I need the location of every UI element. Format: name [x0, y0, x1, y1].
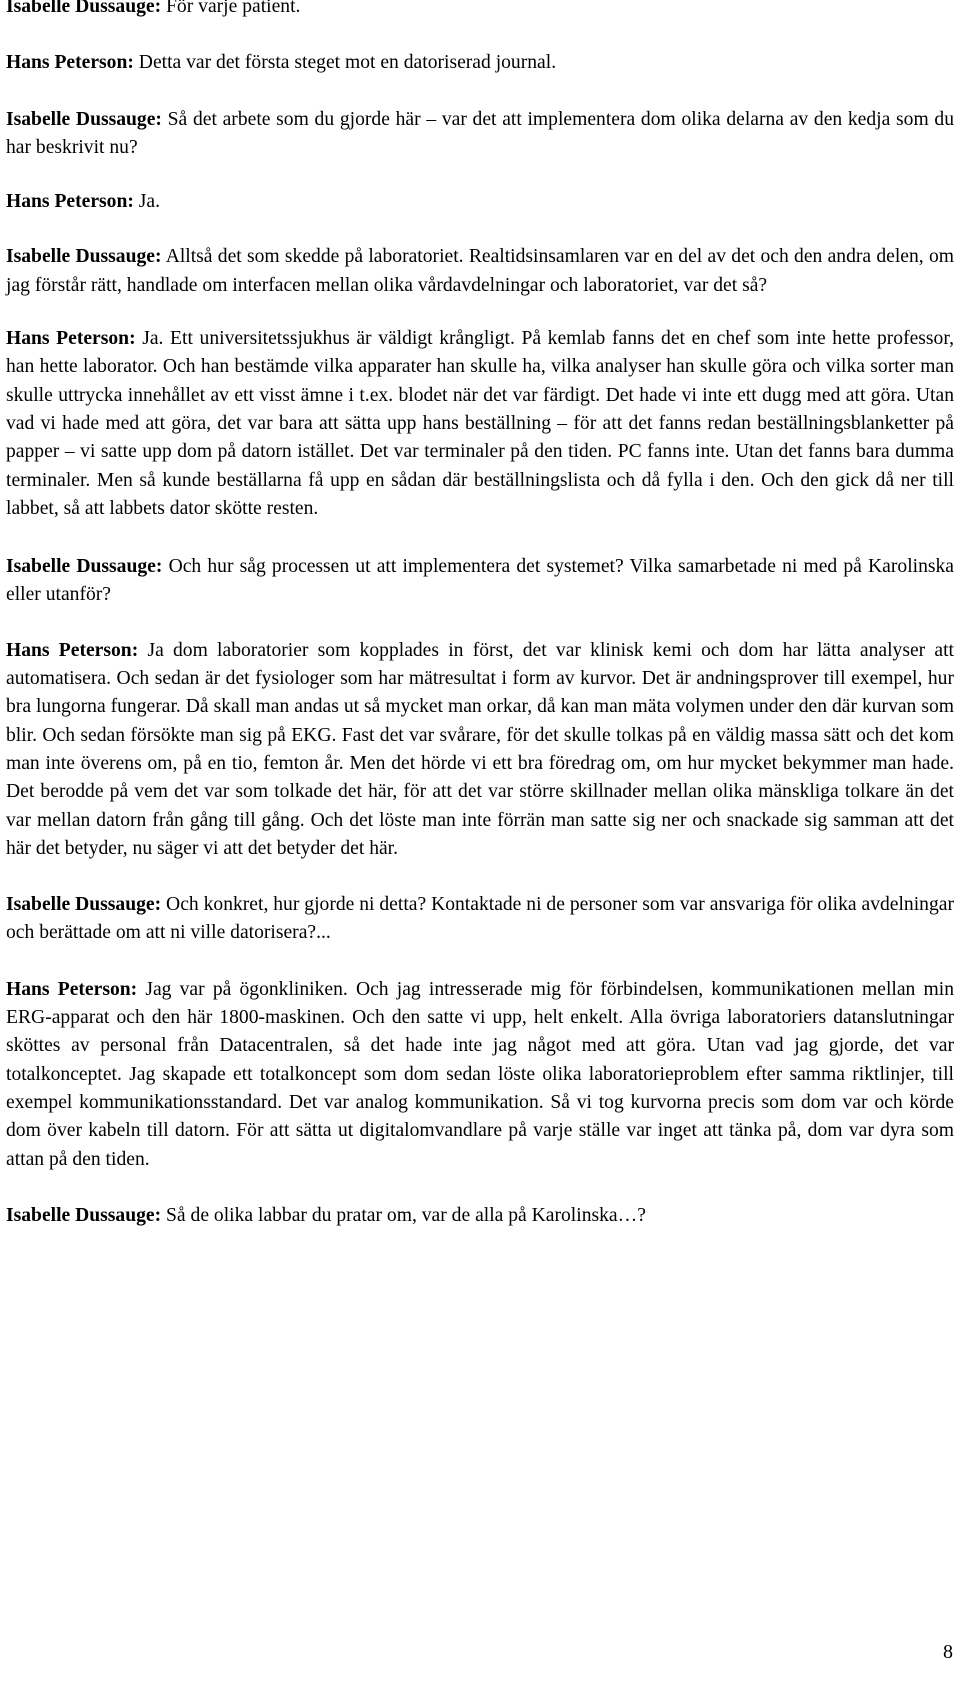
transcript-paragraph	[6, 976, 954, 1174]
speaker-name: Isabelle Dussauge:	[6, 894, 162, 916]
transcript-paragraph	[6, 243, 954, 300]
transcript-paragraph	[6, 0, 954, 21]
utterance-text: Och hur såg processen ut att implementera det systemet? Vilka samarbetade ni med på Karolinska eller utanför?	[6, 556, 954, 606]
speaker-name: Isabelle Dussauge:	[6, 108, 162, 130]
transcript-paragraph	[6, 49, 954, 77]
transcript-paragraph	[6, 188, 954, 216]
speaker-name: Hans Peterson:	[6, 328, 136, 350]
speaker-name: Hans Peterson:	[6, 639, 139, 661]
speaker-name: Hans Peterson:	[6, 191, 134, 213]
transcript-body	[6, 0, 954, 1230]
utterance-text: Alltså det som skedde på laboratoriet. Realtidsinsamlaren var en del av det och den andra delen, om jag förstår rätt, handlade om interfacen mellan olika vårdavdelningar och laboratoriet, var det så?	[6, 246, 955, 296]
speaker-name: Isabelle Dussauge:	[6, 0, 162, 17]
transcript-paragraph	[6, 325, 954, 523]
utterance-text: Jag var på ögonkliniken. Och jag intresserade mig för förbindelsen, kommunikationen mellan min ERG-apparat och den här 1800-maskinen. Och den satte vi upp, helt enkelt. Alla övriga laboratoriers datanslutningar sköttes av personal från Datacentralen, så det hade inte jag något med att göra. Utan vad jag gjorde, det var totalkonceptet. Jag skapade ett totalkoncept som dom sedan löste olika laboratorieproblem efter samma riktlinjer, till exempel kommunikationsstandard. Det var analog kommunikation. Så vi tog kurvorna precis som dom var och körde dom över kabeln till datorn. För att sätta ut digitalomvandlare på varje ställe var inget att tänka på, dom var dyra som attan på den tiden.	[6, 978, 955, 1170]
speaker-name: Isabelle Dussauge:	[6, 1204, 162, 1226]
page-number: 8	[943, 1641, 953, 1663]
speaker-name: Hans Peterson:	[6, 978, 138, 1000]
transcript-paragraph	[6, 1202, 954, 1230]
utterance-text: Ja. Ett universitetssjukhus är väldigt krångligt. På kemlab fanns det en chef som inte hette professor, han hette laborator. Och han bestämde vilka apparater han skulle ha, vilka analyser han skulle göra och vilka sorter man skulle uttrycka innehållet av ett visst ämne i t.ex. blodet när det var färdigt. Det hade vi inte ett dugg med att göra. Utan vad vi hade med att göra, det var bara att sätta upp hans beställning – för att det fanns redan beställningsblanketter på papper – vi satte upp dom på datorn istället. Det var terminaler på den tiden. PC fanns inte. Utan det fanns bara dumma terminaler. Men så kunde beställarna få upp en sådan där beställningslista och då fylla i den. Och den gick då ner till labbet, så att labbets dator skötte resten.	[6, 328, 954, 519]
utterance-text: Så det arbete som du gjorde här – var det att implementera dom olika delarna av den kedja som du har beskrivit nu?	[6, 108, 954, 158]
transcript-paragraph	[6, 106, 954, 163]
utterance-text: Och konkret, hur gjorde ni detta? Kontaktade ni de personer som var ansvariga för olika avdelningar och berättade om att ni ville datorisera?...	[6, 894, 954, 944]
utterance-text: För varje patient.	[161, 0, 301, 17]
utterance-text: Detta var det första steget mot en datoriserad journal.	[133, 52, 557, 74]
utterance-text: Ja dom laboratorier som kopplades in först, det var klinisk kemi och dom har lätta analyser att automatisera. Och sedan är det fysiologer som har mätresultat i form av kurvor. Det är andningsprover till exempel, hur bra lungorna fungerar. Då skall man andas ut så mycket man orkar, då kan man mäta volymen under den där kurvan som blir. Och sedan försökte man sig på EKG. Fast det var svårare, för det skulle tolkas på en väldig massa sätt och det kom man inte överens om, på en tio, femton år. Men det hörde vi ett bra föredrag om, om hur mycket bekymmer man hade. Det berodde på vem det var som tolkade det här, för att det var större skillnader mellan olika mänskliga tolkare än det var mellan datorn från gång till gång. Och det löste man inte förrän man satte sig ner och snackade sig samman att det här det betyder, nu säger vi att det betyder det här.	[6, 639, 954, 859]
utterance-text: Ja.	[133, 191, 161, 213]
speaker-name: Isabelle Dussauge:	[6, 246, 162, 268]
utterance-text: Så de olika labbar du pratar om, var de alla på Karolinska…?	[161, 1204, 646, 1226]
speaker-name: Hans Peterson:	[6, 52, 134, 74]
transcript-paragraph	[6, 637, 954, 863]
transcript-paragraph	[6, 553, 954, 610]
transcript-paragraph	[6, 891, 954, 948]
speaker-name: Isabelle Dussauge:	[6, 556, 163, 578]
